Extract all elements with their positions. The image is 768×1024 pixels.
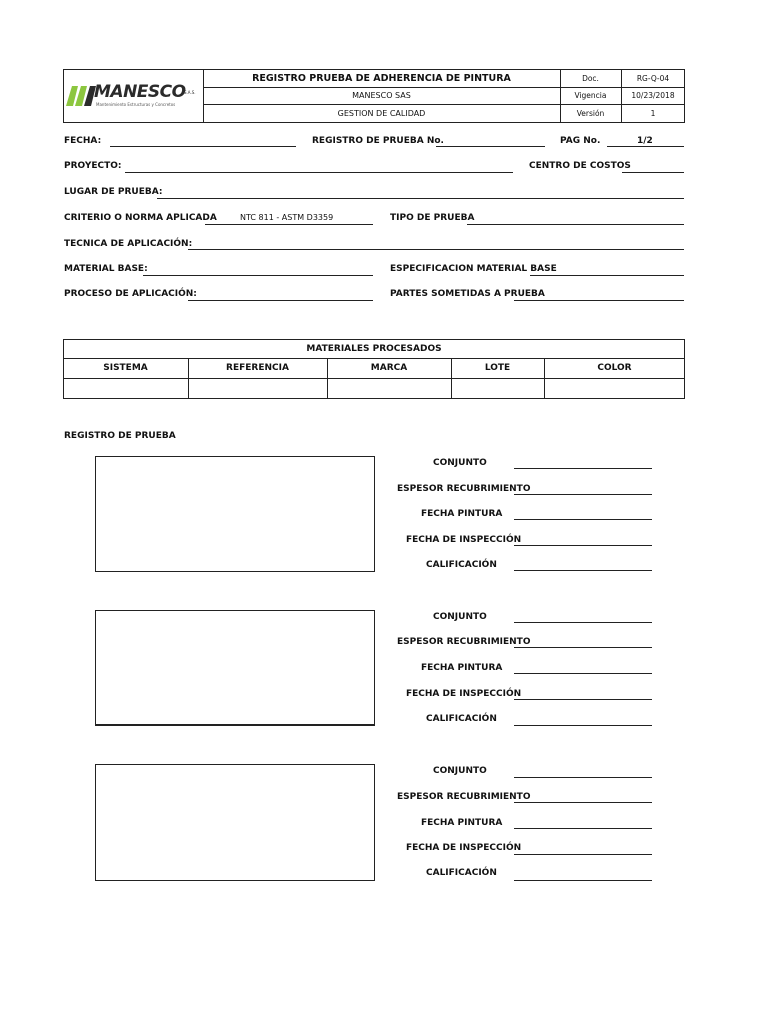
calificacion-field-2[interactable] [514, 725, 652, 726]
centro-costos-field[interactable] [622, 172, 684, 173]
registro-prueba-title: REGISTRO DE PRUEBA [64, 431, 176, 441]
registro-prueba-no-field[interactable] [436, 146, 545, 147]
registro-prueba-no-label: REGISTRO DE PRUEBA No. [312, 136, 444, 146]
test-image-area-1[interactable] [95, 456, 375, 572]
fecha-label: FECHA: [64, 136, 102, 146]
fecha-pintura-field-2[interactable] [514, 673, 652, 674]
department-name: GESTION DE CALIDAD [337, 109, 426, 118]
criterio-value: NTC 811 - ASTM D3359 [240, 213, 334, 222]
espesor-field-2[interactable] [514, 647, 652, 648]
proyecto-label: PROYECTO: [64, 161, 122, 171]
fecha-inspeccion-field-3[interactable] [514, 854, 652, 855]
lugar-prueba-field[interactable] [157, 198, 684, 199]
conjunto-label-2: CONJUNTO [433, 612, 487, 622]
doc-label: Doc. [582, 73, 599, 83]
centro-costos-label: CENTRO DE COSTOS [529, 161, 631, 171]
espesor-label-3: ESPESOR RECUBRIMIENTO [397, 792, 531, 802]
fecha-field[interactable] [110, 146, 296, 147]
fecha-inspeccion-field-2[interactable] [514, 699, 652, 700]
document-title: REGISTRO PRUEBA DE ADHERENCIA DE PINTURA [252, 72, 511, 84]
espesor-field-1[interactable] [514, 494, 652, 495]
pag-no-field[interactable] [607, 146, 684, 147]
logo-suffix: S.A.S. [184, 90, 196, 95]
materials-table-title: MATERIALES PROCESADOS [306, 343, 442, 354]
test-image-area-3[interactable] [95, 764, 375, 881]
version-label: Versión [576, 109, 605, 118]
criterio-field[interactable] [205, 224, 373, 225]
calificacion-field-3[interactable] [514, 880, 652, 881]
lugar-prueba-label: LUGAR DE PRUEBA: [64, 187, 163, 197]
fecha-pintura-field-1[interactable] [514, 519, 652, 520]
cell-referencia[interactable] [189, 379, 326, 398]
calificacion-field-1[interactable] [514, 570, 652, 571]
cell-marca[interactable] [328, 379, 450, 398]
cell-sistema[interactable] [64, 379, 187, 398]
tipo-prueba-field[interactable] [467, 224, 684, 225]
pag-no-value: 1/2 [637, 136, 653, 146]
fecha-inspeccion-field-1[interactable] [514, 545, 652, 546]
calificacion-label-2: CALIFICACIÓN [426, 714, 497, 724]
fecha-pintura-field-3[interactable] [514, 828, 652, 829]
fecha-inspeccion-label-1: FECHA DE INSPECCIÓN [406, 535, 522, 545]
column-header-marca: MARCA [370, 363, 408, 373]
test-image-area-2[interactable] [95, 610, 375, 726]
logo-name: MANESCO [94, 82, 186, 102]
conjunto-field-2[interactable] [514, 622, 652, 623]
tecnica-label: TECNICA DE APLICACIÓN: [64, 239, 193, 249]
proyecto-field[interactable] [125, 172, 513, 173]
proceso-label: PROCESO DE APLICACIÓN: [64, 289, 197, 299]
especificacion-field[interactable] [530, 275, 684, 276]
material-base-field[interactable] [143, 275, 373, 276]
criterio-label: CRITERIO O NORMA APLICADA [64, 213, 217, 223]
tipo-prueba-label: TIPO DE PRUEBA [390, 213, 475, 223]
fecha-pintura-label-3: FECHA PINTURA [421, 818, 503, 828]
fecha-inspeccion-label-3: FECHA DE INSPECCIÓN [406, 843, 522, 853]
vigencia-value: 10/23/2018 [631, 91, 675, 100]
partes-label: PARTES SOMETIDAS A PRUEBA [390, 289, 545, 299]
calificacion-label-3: CALIFICACIÓN [426, 868, 497, 878]
column-header-referencia: REFERENCIA [226, 363, 289, 373]
tecnica-field[interactable] [188, 249, 684, 250]
calificacion-label-1: CALIFICACIÓN [426, 560, 497, 570]
conjunto-label-1: CONJUNTO [433, 458, 487, 468]
company-name: MANESCO SAS [352, 91, 411, 100]
fecha-pintura-label-2: FECHA PINTURA [421, 663, 503, 673]
vigencia-label: Vigencia [574, 91, 607, 100]
version-value: 1 [650, 109, 656, 118]
fecha-inspeccion-label-2: FECHA DE INSPECCIÓN [406, 689, 522, 699]
conjunto-label-3: CONJUNTO [433, 766, 487, 776]
material-base-label: MATERIAL BASE: [64, 264, 148, 274]
cell-lote[interactable] [452, 379, 543, 398]
pag-no-label: PAG No. [560, 136, 601, 146]
cell-color[interactable] [545, 379, 684, 398]
conjunto-field-1[interactable] [514, 468, 652, 469]
partes-field[interactable] [514, 300, 684, 301]
espesor-label-2: ESPESOR RECUBRIMIENTO [397, 637, 531, 647]
proceso-field[interactable] [188, 300, 373, 301]
column-header-sistema: SISTEMA [103, 363, 148, 373]
doc-value: RG-Q-04 [636, 73, 670, 83]
conjunto-field-3[interactable] [514, 777, 652, 778]
espesor-label-1: ESPESOR RECUBRIMIENTO [397, 484, 531, 494]
logo-tagline: Mantenimiento Estructuras y Concretos [96, 102, 176, 107]
column-header-color: COLOR [597, 363, 632, 373]
company-logo [66, 80, 201, 110]
fecha-pintura-label-1: FECHA PINTURA [421, 509, 503, 519]
especificacion-label: ESPECIFICACION MATERIAL BASE [390, 264, 557, 274]
column-header-lote: LOTE [484, 363, 511, 373]
espesor-field-3[interactable] [514, 802, 652, 803]
